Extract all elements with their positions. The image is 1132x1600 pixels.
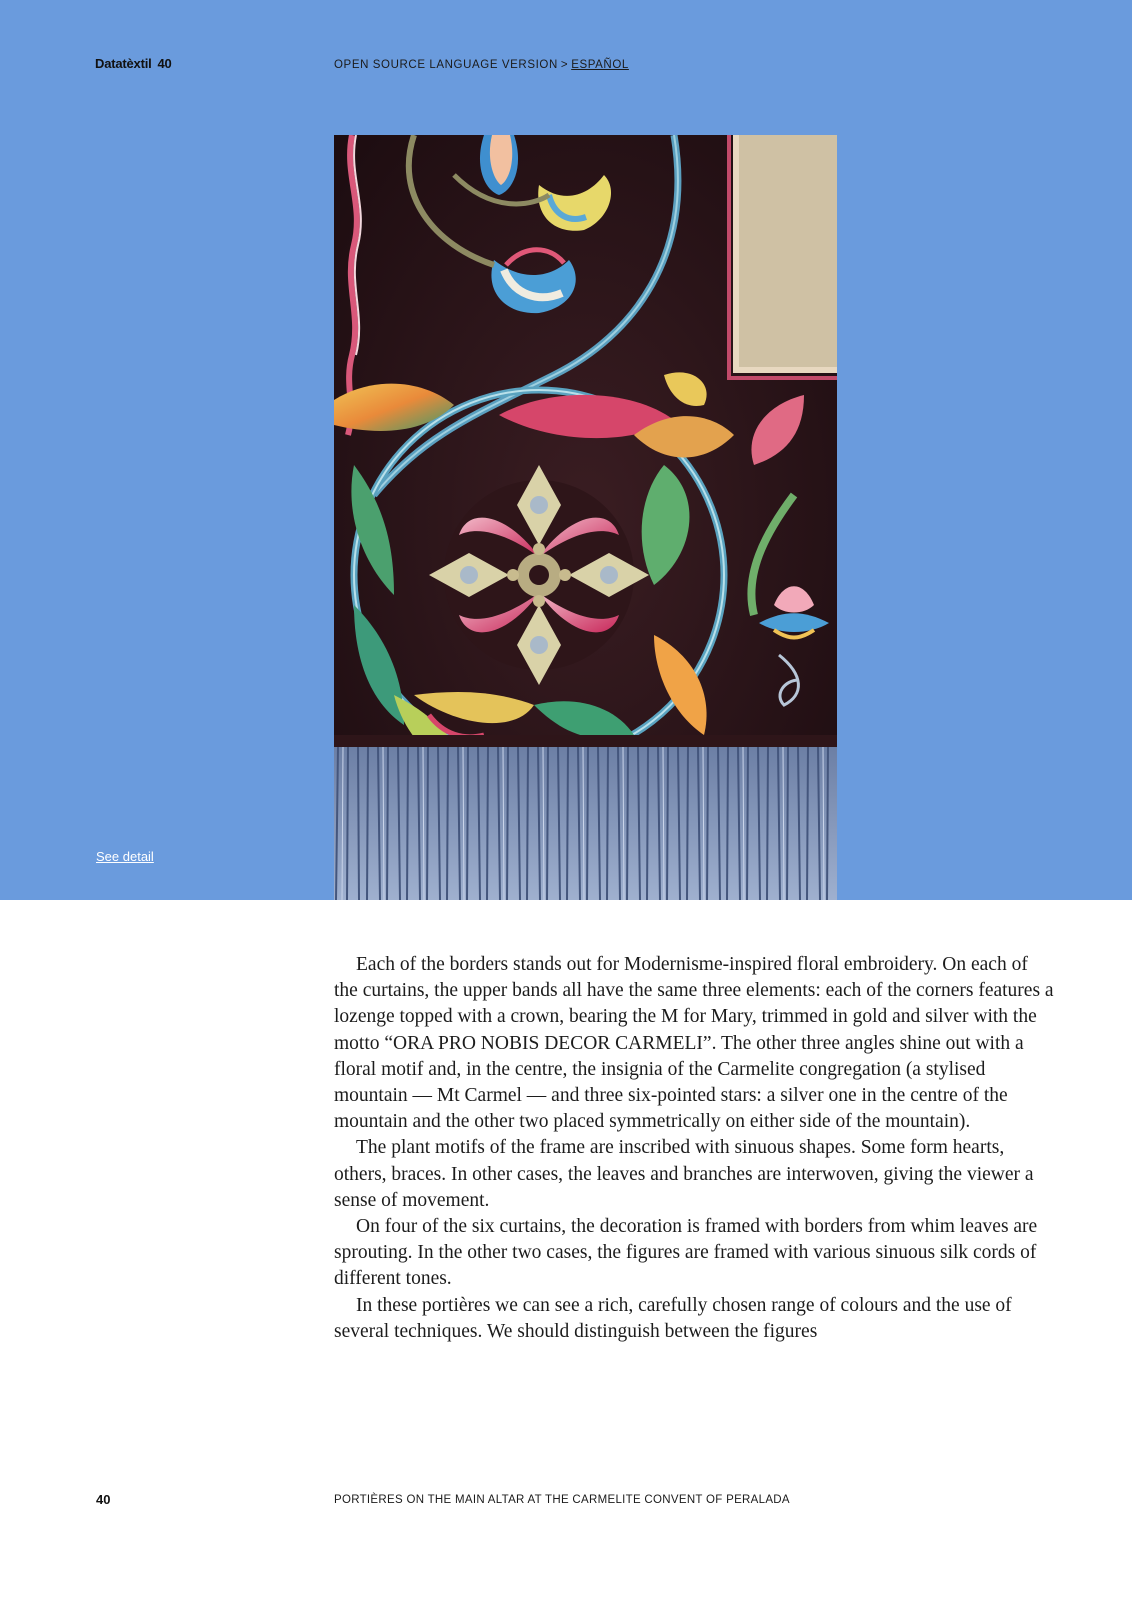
embroidered-portiere-photo xyxy=(334,135,837,900)
see-detail-link[interactable]: See detail xyxy=(96,849,154,864)
masthead xyxy=(95,56,172,71)
breadcrumb-section: OPEN SOURCE LANGUAGE VERSION xyxy=(334,59,558,71)
footer-page-number: 40 xyxy=(96,1492,111,1507)
article-paragraph: On four of the six curtains, the decoration is framed with borders from whim leaves are sprouting. In the other two cases, the figures are framed with various sinuous silk cords of different tones. xyxy=(334,1216,1038,1290)
article-paragraph: The plant motifs of the frame are inscribed with sinuous shapes. Some form hearts, others, braces. In other cases, the leaves and branches are interwoven, giving the viewer a sense of movement. xyxy=(334,1137,1034,1211)
breadcrumb-separator: > xyxy=(560,59,569,71)
article-paragraph: In these portières we can see a rich, carefully chosen range of colours and the use of several techniques. We should distinguish between the figures xyxy=(334,1294,1012,1342)
footer-running-title: PORTIÈRES ON THE MAIN ALTAR AT THE CARMELITE CONVENT OF PERALADA xyxy=(334,1494,790,1506)
breadcrumb xyxy=(334,59,629,71)
article-body xyxy=(334,952,1054,1345)
header-page-number: 40 xyxy=(157,56,172,71)
article-paragraph: Each of the borders stands out for Modernisme-inspired floral embroidery. On each of the curtains, the upper bands all have the same three elements: each of the corners features a lozenge topped with a crown, bearing the M for Mary, trimmed in gold and silver with the motto “ORA PRO NOBIS DECOR CARMELI”. The other three angles shine out with a floral motif and, in the centre, the insignia of the Carmelite congregation (a stylised mountain — Mt Carmel — and three six-pointed stars: a silver one in the centre of the mountain and the other two placed symmetrically on either side of the mountain). xyxy=(334,954,1054,1133)
embroidery-illustration xyxy=(334,135,837,900)
publication-title: Datatèxtil xyxy=(95,56,152,71)
language-link-espanol[interactable]: ESPAÑOL xyxy=(571,59,629,71)
